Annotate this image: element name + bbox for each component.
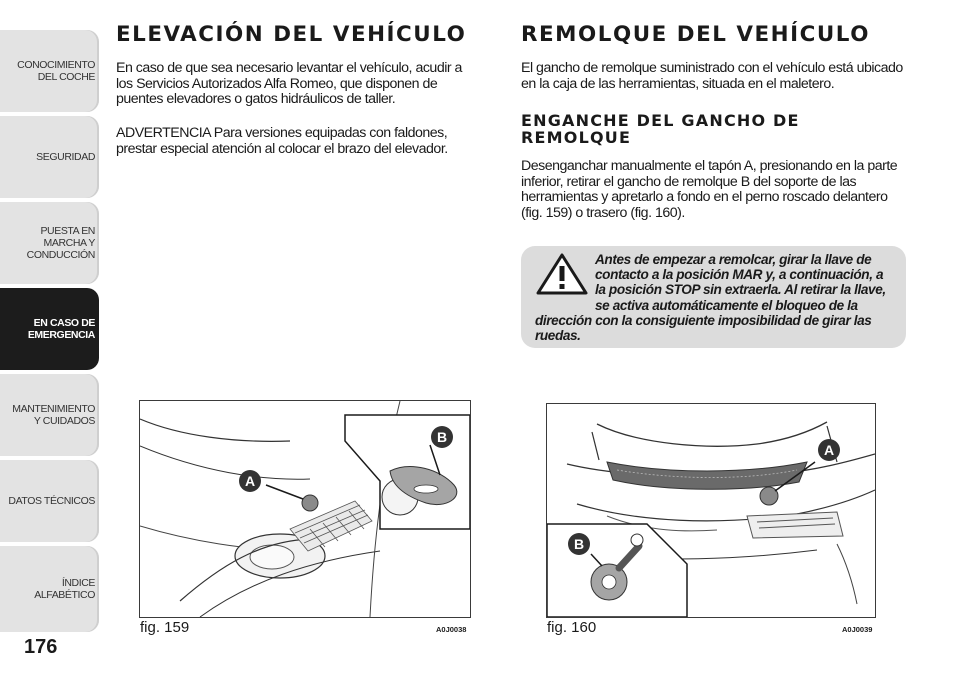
tab-en-caso-de-emergencia[interactable]	[0, 288, 99, 370]
page-number: 176	[24, 636, 58, 658]
tab-label: CONOCIMIENTO DEL COCHE	[17, 59, 95, 83]
tab-conocimiento-del-coche[interactable]	[0, 30, 99, 112]
front-bumper-illustration	[140, 401, 470, 617]
rear-grille	[607, 462, 807, 489]
elevacion-paragraph: En caso de que sea necesario levantar el vehículo, acudir a los Servicios Autorizados Alfa Romeo, que disponen de puentes elevadores o gatos hidráulicos de taller.	[116, 60, 462, 108]
section-title-elevacion: ELEVACIÓN DEL VEHÍCULO	[116, 22, 467, 46]
warning-text: Antes de empezar a remolcar, girar la llave de contacto a la posición MAR y, a continuación, a la posición STOP sin extraerla. Al retirar la llave, se activa automáticamente el bloqueo de la dirección con la consiguiente imposibilidad de girar las ruedas.	[535, 252, 886, 344]
tab-datos-tecnicos[interactable]	[0, 460, 99, 542]
inset-detail-fig160	[547, 524, 687, 617]
tab-mantenimiento[interactable]	[0, 374, 99, 456]
remolque-paragraph: El gancho de remolque suministrado con el vehículo está ubicado en la caja de las herramientas, situada en el maletero.	[521, 60, 903, 92]
exhaust-area	[747, 512, 843, 538]
enganche-paragraph: Desenganchar manualmente el tapón A, presionando en la parte inferior, retirar el gancho de remolque B del soporte de las herramientas y apretarlo a fondo en el perno roscado delantero (fig. 159) o trasero (fig. 160).	[521, 158, 898, 221]
tab-label: DATOS TÉCNICOS	[8, 495, 95, 507]
advertencia-paragraph: ADVERTENCIA Para versiones equipadas con faldones, prestar especial atención al colocar el brazo del elevador.	[116, 125, 448, 157]
label-b-badge	[431, 426, 453, 448]
fig-159-caption: fig. 159	[140, 619, 190, 636]
label-a-badge	[239, 470, 261, 492]
warning-box	[521, 246, 906, 348]
fig-160-caption: fig. 160	[547, 619, 597, 636]
fig-159-code: A0J0038	[436, 625, 467, 634]
fig-160-code: A0J0039	[842, 625, 873, 634]
label-b-badge	[568, 533, 590, 555]
subtitle-enganche: ENGANCHE DEL GANCHO DE REMOLQUE	[521, 111, 800, 147]
tab-label: MANTENIMIENTO Y CUIDADOS	[12, 403, 95, 427]
section-title-remolque: REMOLQUE DEL VEHÍCULO	[521, 22, 870, 46]
label-b: B	[573, 536, 585, 552]
figure-160	[546, 403, 876, 618]
label-a-badge	[818, 439, 840, 461]
tab-label: EN CASO DE EMERGENCIA	[27, 317, 95, 341]
tab-label: PUESTA EN MARCHA Y CONDUCCIÓN	[26, 225, 95, 261]
tab-label: ÍNDICE ALFABÉTICO	[34, 577, 95, 601]
rear-bumper-illustration	[547, 404, 875, 617]
tab-label: SEGURIDAD	[36, 151, 95, 163]
tab-seguridad[interactable]	[0, 116, 99, 198]
label-a: A	[823, 442, 835, 458]
figure-159	[139, 400, 471, 618]
tab-puesta-en-marcha[interactable]	[0, 202, 99, 284]
label-a: A	[244, 473, 256, 489]
tab-indice-alfabetico[interactable]	[0, 546, 99, 632]
grille-mesh	[290, 501, 372, 551]
label-b: B	[436, 429, 448, 445]
